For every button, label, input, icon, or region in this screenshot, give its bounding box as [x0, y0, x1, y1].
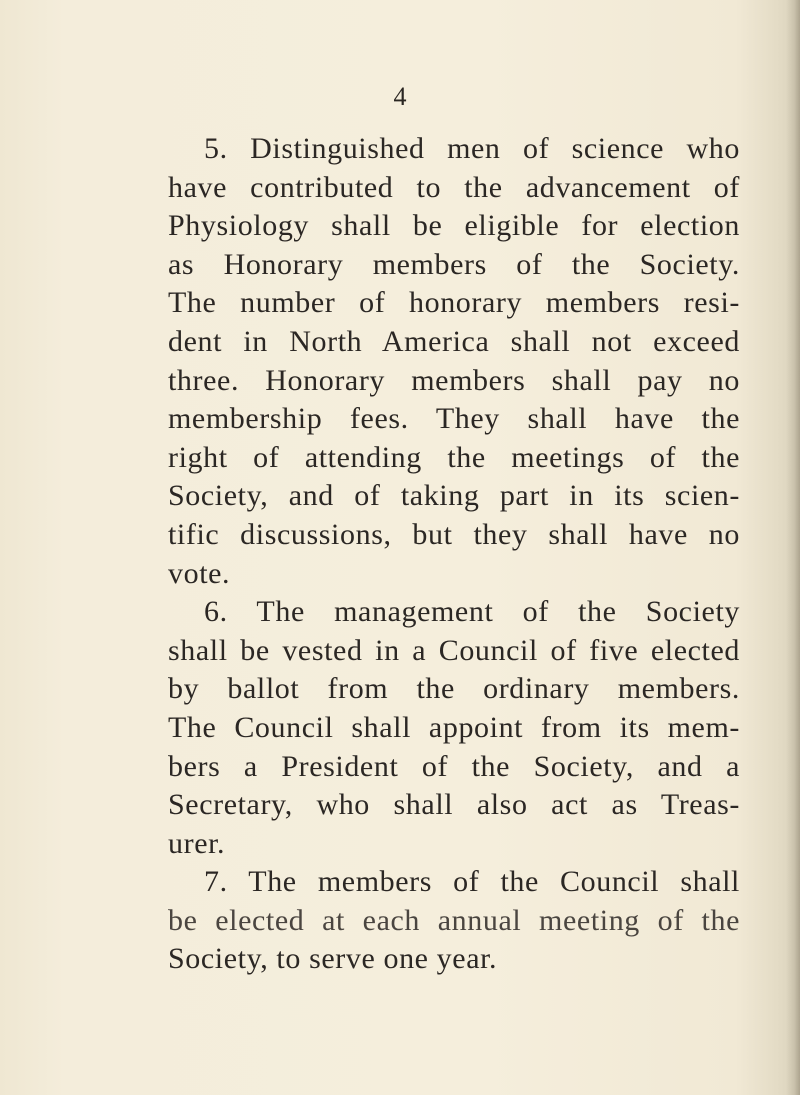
- text-line: Secretary, who shall also act as Treas-: [168, 788, 740, 822]
- text-line: be elected at each annual meeting of the: [168, 903, 740, 937]
- paragraph-6: [168, 593, 740, 863]
- text-line: shall be vested in a Council of five elected: [168, 633, 740, 667]
- text-line: have contributed to the advancement of: [168, 170, 740, 204]
- paragraph-7: [168, 863, 740, 979]
- text-line: membership fees. They shall have the: [168, 402, 740, 436]
- text-line: bers a President of the Society, and a: [168, 749, 740, 783]
- text-line: dent in North America shall not exceed: [168, 324, 740, 358]
- text-line: three. Honorary members shall pay no: [168, 363, 740, 397]
- text-line: urer.: [168, 826, 226, 860]
- text-line: right of attending the meetings of the: [168, 440, 740, 474]
- text-line: 6. The management of the Society: [204, 595, 740, 629]
- body-text: [168, 130, 740, 979]
- paragraph-5: [168, 130, 740, 593]
- page-number: 4: [393, 82, 407, 111]
- text-line: 5. Distinguished men of science who: [204, 132, 740, 165]
- text-line: tific discussions, but they shall have no: [168, 517, 740, 551]
- text-line: The number of honorary members resi-: [168, 286, 740, 320]
- text-line: Society, to serve one year.: [168, 942, 498, 976]
- text-line: vote.: [168, 556, 231, 590]
- page-edge-shadow: [786, 0, 800, 1095]
- text-line: The Council shall appoint from its mem-: [168, 710, 740, 744]
- text-line: as Honorary members of the Society.: [168, 247, 740, 281]
- text-line: Physiology shall be eligible for election: [168, 209, 740, 243]
- text-line: 7. The members of the Council shall: [204, 865, 740, 899]
- text-line: by ballot from the ordinary members.: [168, 672, 740, 706]
- text-line: Society, and of taking part in its scien-: [168, 479, 740, 513]
